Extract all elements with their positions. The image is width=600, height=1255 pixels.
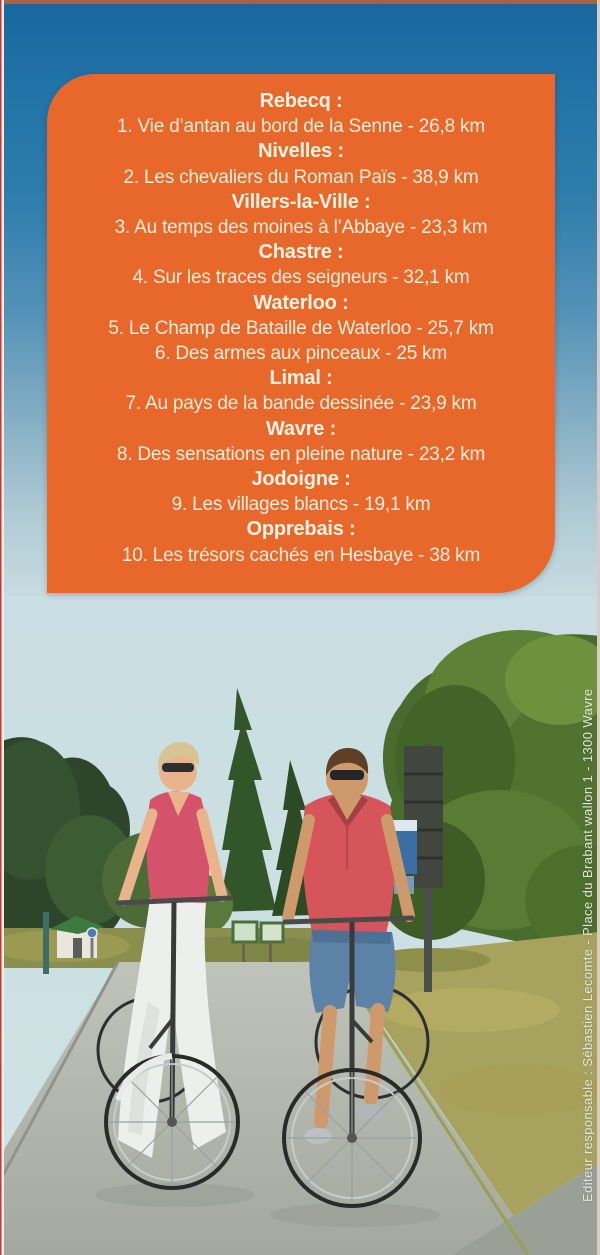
route-item: 5. Le Champ de Bataille de Waterloo - 25,7 km: [108, 317, 494, 339]
route-item: 9. Les villages blancs - 19,1 km: [171, 494, 431, 516]
route-item: 1. Vie d’antan au bord de la Senne - 26,8 km: [117, 116, 485, 138]
route-item: 7. Au pays de la bande dessinée - 23,9 km: [125, 393, 477, 415]
cyclists-photo: [0, 596, 600, 1255]
city-header: Jodoigne :: [251, 468, 351, 491]
left-edge-line: [0, 0, 4, 1255]
route-item: 2. Les chevaliers du Roman Païs - 38,9 km: [123, 166, 479, 188]
route-item: 10. Les trésors cachés en Hesbaye - 38 km: [121, 544, 481, 566]
city-header: Wavre :: [265, 417, 337, 440]
city-header: Chastre :: [258, 241, 344, 264]
routes-panel: [47, 74, 555, 593]
imprint-caption: Editeur responsable : Sébastien Lecomte - Place du Brabant wallon 1 - 1300 Wavre: [580, 688, 595, 1202]
city-header: Villers-la-Ville :: [231, 190, 371, 213]
city-header: Opprebais :: [246, 518, 356, 541]
city-header: Rebecq :: [259, 90, 343, 112]
route-item: 6. Des armes aux pinceaux - 25 km: [154, 343, 448, 365]
city-header: Waterloo :: [253, 291, 349, 314]
route-item: 8. Des sensations en pleine nature - 23,2 km: [116, 443, 486, 465]
route-item: 4. Sur les traces des seigneurs - 32,1 km: [132, 267, 470, 289]
top-edge-strip: [0, 0, 600, 4]
city-header: Nivelles :: [258, 140, 344, 163]
route-item: 3. Au temps des moines à l’Abbaye - 23,3 km: [114, 217, 488, 239]
routes-list: [47, 89, 555, 568]
city-header: Limal :: [269, 367, 333, 390]
